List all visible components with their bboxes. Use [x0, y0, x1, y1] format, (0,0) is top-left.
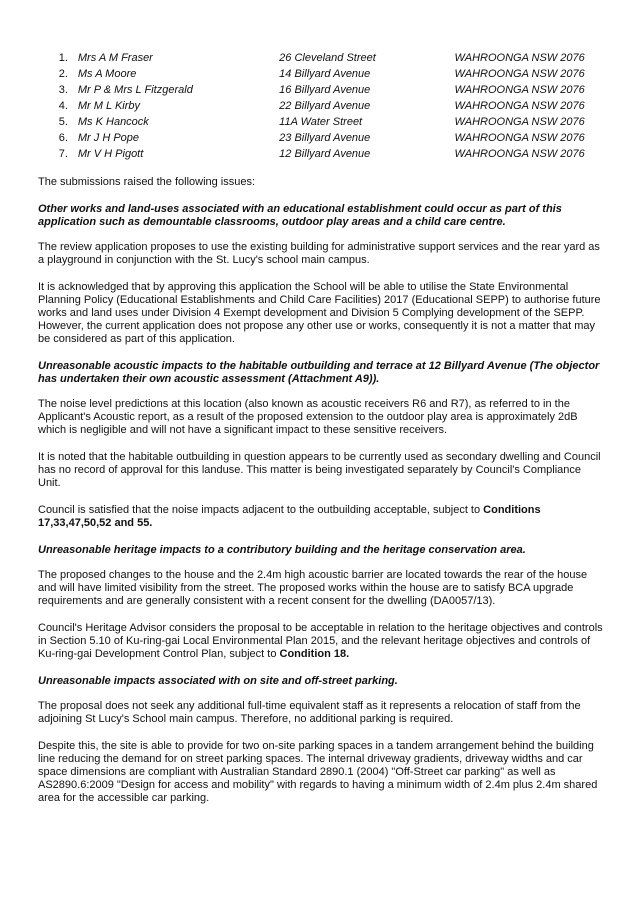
paragraph-text: Council's Heritage Advisor considers the proposal to be acceptable in relation to the heritage objectives and controls in Section 5.10 of Ku-ring-gai Local Environmental Plan 2015, and the relevant heritage objectives and controls of Ku-ring-gai Development Control Plan, subject to [38, 622, 603, 660]
issue-paragraph: The noise level predictions at this location (also known as acoustic receivers R6 and R7), as referred to in the Applicant's Acoustic report, as a result of the proposed extension to the outdoor play area is approximately 2dB which is negligible and will not have a significant impact to these sensitive receivers. [38, 398, 578, 436]
issue-heading-parking: Unreasonable impacts associated with on site and off-street parking. [38, 675, 398, 687]
objector-row: 6. Mr J H Pope 23 Billyard Avenue WAHROONGA NSW 2076 [58, 132, 585, 144]
objector-row: 3. Mr P & Mrs L Fitzgerald 16 Billyard Avenue WAHROONGA NSW 2076 [58, 84, 585, 96]
issue-paragraph: It is acknowledged that by approving this application the School will be able to utilise the State Environmental Planning Policy (Educational Establishments and Child Care Facilities) 2017 (Educational SEPP) to authorise future works and land uses under Division 4 Exempt development and Division 5 Complying development of the SEPP. However, the current application does not propose any other use or works, consequently it is not a matter that may be considered as part of this application. [38, 281, 601, 345]
issue-heading-other-works: Other works and land-uses associated with an educational establishment could occur as part of this application such as demountable classrooms, outdoor play areas and a child care centre. [38, 203, 562, 228]
issue-paragraph [38, 504, 604, 530]
issue-paragraph: The proposed changes to the house and the 2.4m high acoustic barrier are located towards the rear of the house and will have limited visibility from the street. The proposed works within the house are to satisfy BCA upgrade requirements and are generally consistent with a recent consent for the dwelling (DA0057/13). [38, 569, 588, 607]
objector-row: 1. Mrs A M Fraser 26 Cleveland Street WAHROONGA NSW 2076 [58, 52, 585, 64]
issue-paragraph: It is noted that the habitable outbuilding in question appears to be currently used as secondary dwelling and Council has no record of approval for this landuse. This matter is being investigated separately by Council's Compliance Unit. [38, 451, 601, 489]
objector-row: 5. Ms K Hancock 11A Water Street WAHROONGA NSW 2076 [58, 116, 585, 128]
objectors-list [38, 50, 604, 162]
issue-paragraph: Despite this, the site is able to provide for two on-site parking spaces in a tandem arrangement behind the building line reducing the demand for on street parking spaces. The internal driveway gradients, driveway widths and car space dimensions are compliant with Australian Standard 2890.1 (2004) "Off-Street car parking" as well as AS2890.6:2009 "Design for access and mobility" with regards to having a minimum width of 2.4m plus 2.4m shared area for the accessible car parking. [38, 740, 598, 804]
objector-row: 4. Mr M L Kirby 22 Billyard Avenue WAHROONGA NSW 2076 [58, 100, 585, 112]
conditions-reference: Conditions 17,33,47,50,52 and 55. [38, 504, 541, 529]
objector-row: 7. Mr V H Pigott 12 Billyard Avenue WAHROONGA NSW 2076 [58, 148, 585, 160]
issue-paragraph: The proposal does not seek any additional full-time equivalent staff as it represents a relocation of staff from the adjoining St Lucy's School main campus. Therefore, no additional parking is required. [38, 700, 581, 725]
submissions-intro: The submissions raised the following issues: [38, 176, 256, 188]
document-page [38, 50, 604, 805]
condition-reference: Condition 18. [279, 648, 350, 660]
issue-heading-acoustic: Unreasonable acoustic impacts to the habitable outbuilding and terrace at 12 Billyard Avenue (The objector has undertaken their own acoustic assessment (Attachment A9)). [38, 360, 600, 385]
issue-heading-heritage: Unreasonable heritage impacts to a contributory building and the heritage conservation area. [38, 544, 526, 556]
issue-paragraph: The review application proposes to use the existing building for administrative support services and the rear yard as a playground in conjunction with the St. Lucy's school main campus. [38, 241, 600, 266]
paragraph-text: Council is satisfied that the noise impacts adjacent to the outbuilding acceptable, subject to [38, 504, 484, 516]
objector-row: 2. Ms A Moore 14 Billyard Avenue WAHROONGA NSW 2076 [58, 68, 585, 80]
issue-paragraph [38, 622, 604, 661]
